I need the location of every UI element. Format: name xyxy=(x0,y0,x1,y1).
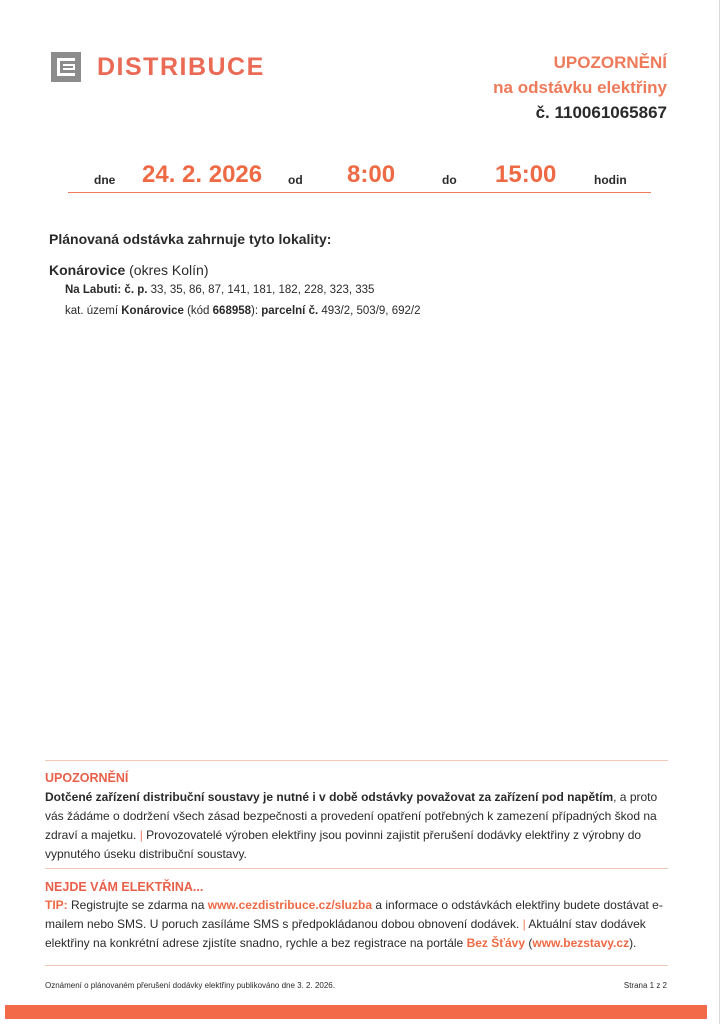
warning-text xyxy=(45,788,675,864)
tip-label: TIP: xyxy=(45,898,68,912)
outage-date-row xyxy=(68,160,651,193)
time-to: 15:00 xyxy=(495,161,557,188)
cadastre-prefix: kat. území xyxy=(65,305,122,317)
divider xyxy=(45,965,668,966)
tip-text-1: Registrujte se zdarma na xyxy=(67,898,208,912)
divider xyxy=(45,760,668,761)
notice-number: č. 110061065867 xyxy=(535,103,667,122)
cp-label: č. p. xyxy=(121,284,148,296)
street-name: Na Labuti: xyxy=(65,284,122,296)
divider xyxy=(45,868,668,869)
notice-title: UPOZORNĚNÍ xyxy=(553,53,667,72)
code-prefix: (kód xyxy=(183,305,213,317)
tip-title: NEJDE VÁM ELEKTŘINA... xyxy=(45,880,204,894)
company-logo xyxy=(51,52,265,82)
page-edge xyxy=(719,0,720,1024)
label-hours: hodin xyxy=(594,173,627,187)
tip-text xyxy=(45,896,675,953)
tip-text-3: Aktuální stav dodávek elektřiny na konkrétní adrese zjistíte snadno, rychle a bez registrace na portále xyxy=(45,917,646,950)
district: (okres Kolín) xyxy=(125,262,209,278)
warning-text-1: , a proto vás žádáme o dodržení všech zásad bezpečnosti a provedení opatření potřebných k zamezení případných škod na zdraví a majetku. xyxy=(45,790,658,842)
label-date: dne xyxy=(94,173,116,187)
tip-text-4: ( xyxy=(525,936,533,950)
code-suffix: ): xyxy=(251,305,262,317)
notice-heading xyxy=(493,51,667,126)
label-to: do xyxy=(442,173,457,187)
separator: | xyxy=(136,828,147,842)
separator: | xyxy=(519,917,529,931)
tip-text-2: a informace o odstávkách elektřiny budete dostávat e-mailem nebo SMS. U poruch zasíláme SMS s předpokládanou dobou obnovení dodávek. xyxy=(45,898,663,931)
parcel-numbers: 493/2, 503/9, 692/2 xyxy=(318,305,421,317)
house-numbers: 33, 35, 86, 87, 141, 181, 182, 228, 323, 335 xyxy=(147,284,375,296)
warning-bold-text: Dotčené zařízení distribuční soustavy je nutné i v době odstávky považovat za zařízení pod napětím xyxy=(45,790,614,804)
page-number: Strana 1 z 2 xyxy=(623,981,667,990)
portal-name: Bez Šťávy xyxy=(466,936,526,950)
cadastre-code: 668958 xyxy=(212,305,252,317)
link-cezdistribuce[interactable]: www.cezdistribuce.cz/sluzba xyxy=(207,898,373,912)
footer-bar xyxy=(5,1005,707,1019)
published-note: Oznámení o plánovaném přerušení dodávky elektřiny publikováno dne 3. 2. 2026. xyxy=(45,981,335,990)
link-bezstavy[interactable]: www.bezstavy.cz xyxy=(532,936,630,950)
location-town xyxy=(49,262,209,278)
logo-text: DISTRIBUCE xyxy=(97,52,265,81)
warning-text-2: Provozovatelé výroben elektřiny jsou povinni zajistit přerušení dodávky elektřiny z výrobny do vypnutého úseku distribuční soustavy. xyxy=(45,828,642,861)
cadastre-area: Konárovice xyxy=(121,305,184,317)
label-from: od xyxy=(288,173,303,187)
tip-text-5: ). xyxy=(629,936,637,950)
warning-title: UPOZORNĚNÍ xyxy=(45,771,129,785)
town-name: Konárovice xyxy=(49,262,126,278)
street-line xyxy=(65,284,374,296)
cez-e-logo-icon xyxy=(51,52,81,82)
notice-subtitle: na odstávku elektřiny xyxy=(493,78,667,97)
time-from: 8:00 xyxy=(347,161,396,188)
cadastre-line xyxy=(65,305,420,317)
outage-date: 24. 2. 2026 xyxy=(142,161,263,188)
locations-title: Plánovaná odstávka zahrnuje tyto lokality: xyxy=(49,231,332,247)
parcel-label: parcelní č. xyxy=(261,305,319,317)
